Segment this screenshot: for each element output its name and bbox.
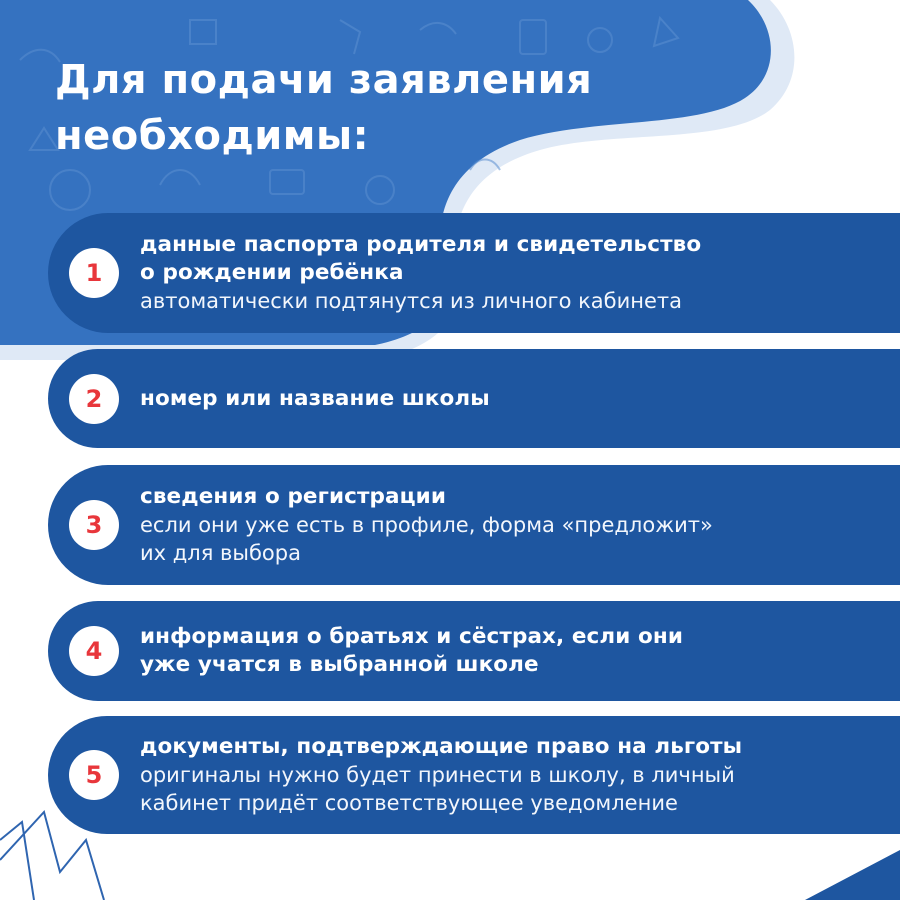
number-badge: 4	[69, 626, 119, 676]
number-badge: 3	[69, 500, 119, 550]
card-subtext-line: если они уже есть в профиле, форма «предложит»	[140, 513, 713, 537]
card-heading-line: уже учатся в выбранной школе	[140, 652, 539, 677]
card-heading-line: о рождении ребёнка	[140, 260, 404, 285]
card-subtext-line: оригиналы нужно будет принести в школу, в личный	[140, 763, 735, 787]
requirement-card-1	[48, 213, 900, 333]
number-badge: 2	[69, 374, 119, 424]
card-heading-line: номер или название школы	[140, 385, 490, 411]
requirement-card-5	[48, 716, 900, 834]
requirement-card-3	[48, 465, 900, 585]
card-heading-line: информация о братьях и сёстрах, если они	[140, 624, 683, 649]
zigzag-line-1	[0, 822, 34, 900]
requirement-card-2	[48, 349, 900, 448]
card-subtext-line: автоматически подтянутся из личного кабинета	[140, 289, 683, 313]
number-badge: 5	[69, 750, 119, 800]
title-line-1: Для подачи заявления	[55, 57, 593, 103]
card-subtext-line: кабинет придёт соответствующее уведомление	[140, 791, 678, 815]
page-title	[55, 52, 592, 164]
card-heading-line: данные паспорта родителя и свидетельство	[140, 232, 702, 257]
card-heading-line: сведения о регистрации	[140, 484, 446, 509]
title-line-2: необходимы:	[55, 113, 370, 159]
requirement-card-4	[48, 601, 900, 701]
card-heading-line: документы, подтверждающие право на льготы	[140, 734, 743, 759]
card-subtext-line: их для выбора	[140, 541, 301, 565]
number-badge: 1	[69, 248, 119, 298]
corner-triangle	[805, 850, 900, 900]
